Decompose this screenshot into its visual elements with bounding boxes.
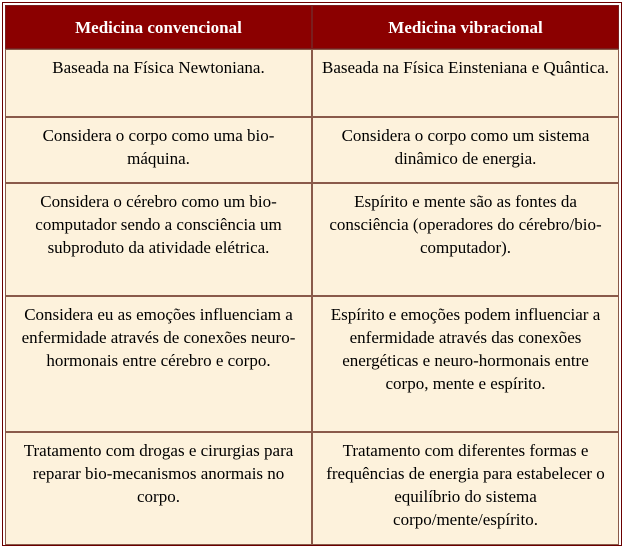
cell-conventional: Baseada na Física Newtoniana. [5, 49, 312, 117]
header-conventional: Medicina convencional [5, 5, 312, 49]
table-row [5, 296, 619, 432]
cell-vibrational: Espírito e mente são as fontes da consciência (operadores do cérebro/bio-computador). [312, 183, 619, 296]
header-row [5, 5, 619, 49]
cell-vibrational: Espírito e emoções podem influenciar a enfermidade através das conexões energéticas e neuro-hormonais entre corpo, mente e espírito. [312, 296, 619, 432]
table-row [5, 183, 619, 296]
table-row [5, 432, 619, 545]
cell-vibrational: Considera o corpo como um sistema dinâmico de energia. [312, 117, 619, 183]
table-row [5, 117, 619, 183]
comparison-table [5, 5, 619, 545]
cell-conventional: Tratamento com drogas e cirurgias para reparar bio-mecanismos anormais no corpo. [5, 432, 312, 545]
cell-conventional: Considera o corpo como uma bio-máquina. [5, 117, 312, 183]
comparison-table-frame [2, 2, 622, 546]
cell-conventional: Considera o cérebro como um bio-computador sendo a consciência um subproduto da atividade elétrica. [5, 183, 312, 296]
cell-vibrational: Baseada na Física Einsteniana e Quântica. [312, 49, 619, 117]
table-row [5, 49, 619, 117]
header-vibrational: Medicina vibracional [312, 5, 619, 49]
cell-vibrational: Tratamento com diferentes formas e frequências de energia para estabelecer o equilíbrio do sistema corpo/mente/espírito. [312, 432, 619, 545]
cell-conventional: Considera eu as emoções influenciam a enfermidade através de conexões neuro-hormonais entre cérebro e corpo. [5, 296, 312, 432]
